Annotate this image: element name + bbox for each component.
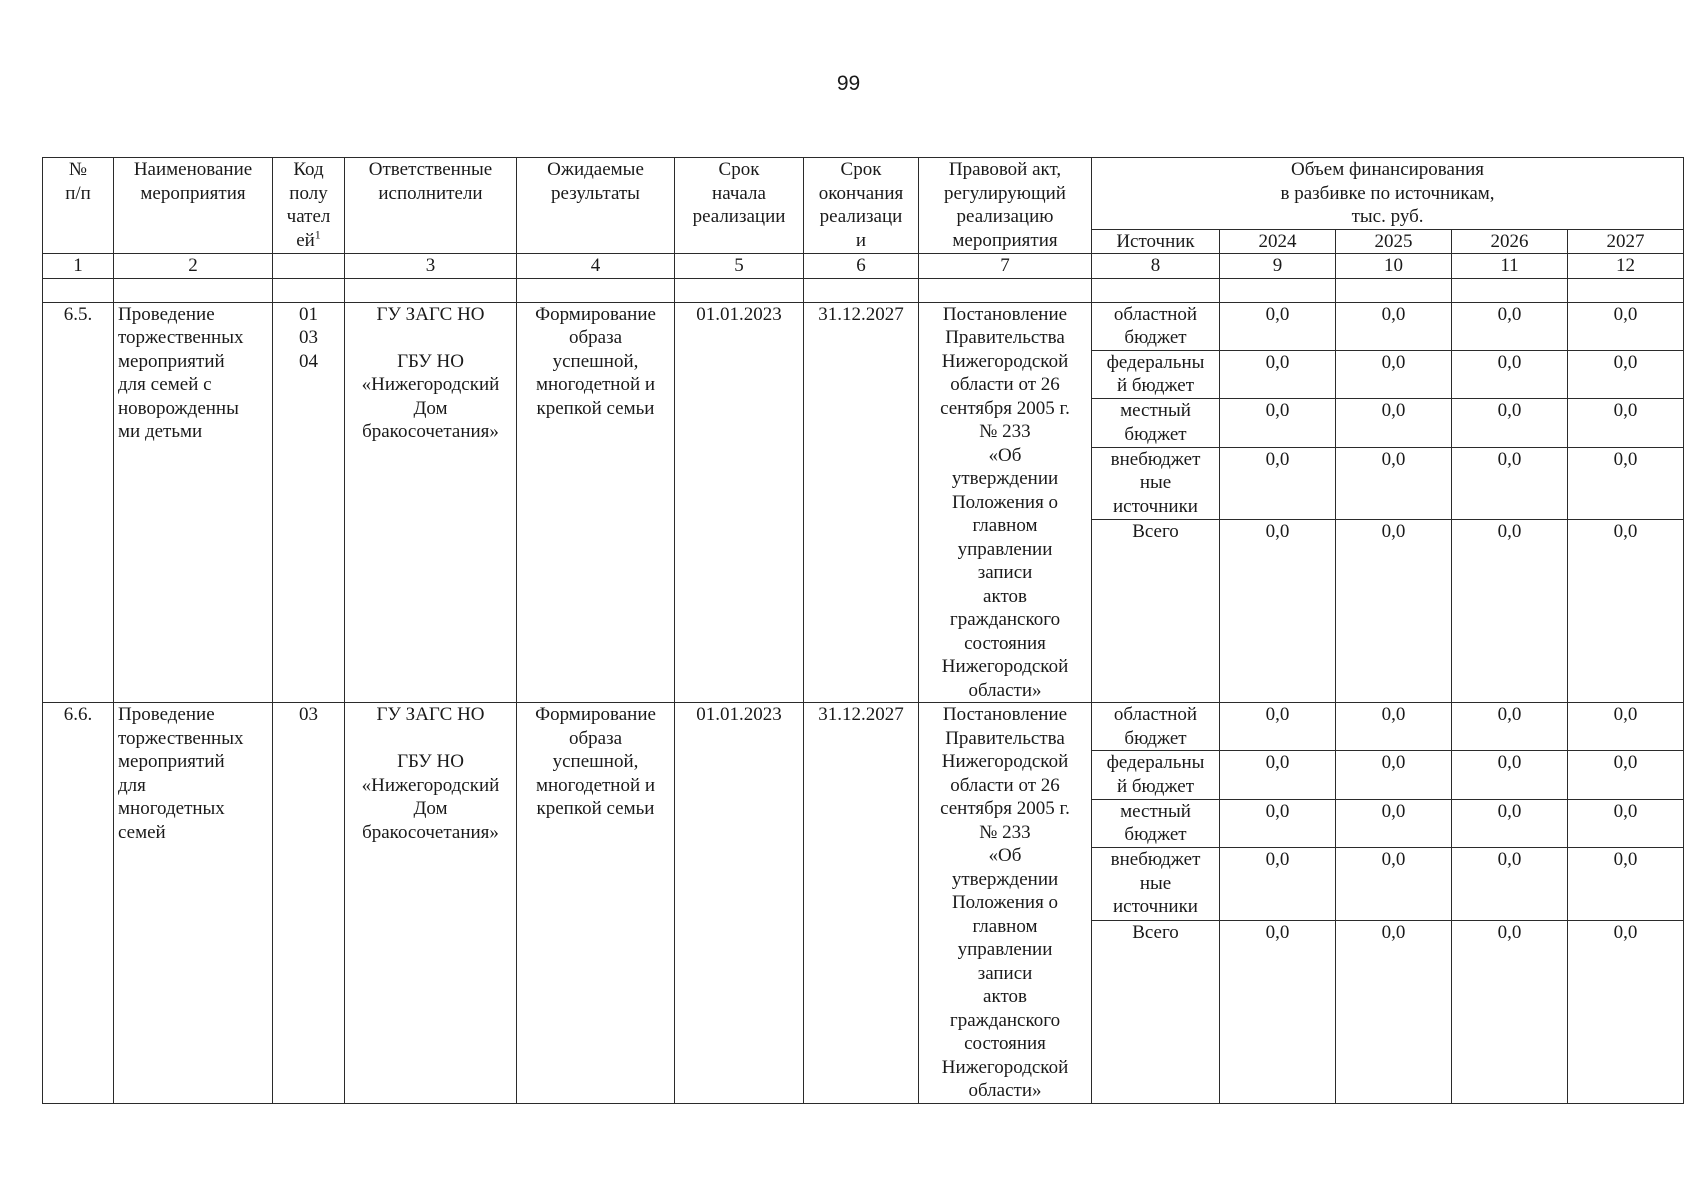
activity-row	[43, 703, 1684, 751]
header-source: Источник	[1092, 229, 1220, 254]
header-row-main	[43, 158, 1684, 230]
funding-value: 0,0	[1568, 520, 1684, 703]
header-year: 2024	[1220, 229, 1336, 254]
column-number: 1	[43, 254, 114, 279]
start-date: 01.01.2023	[675, 703, 804, 1104]
funding-value: 0,0	[1220, 751, 1336, 799]
funding-value: 0,0	[1568, 799, 1684, 847]
column-number: 4	[517, 254, 675, 279]
expected-results: Формирование образа успешной, многодетной и крепкой семьи	[517, 302, 675, 703]
column-number: 11	[1452, 254, 1568, 279]
funding-value: 0,0	[1568, 848, 1684, 920]
column-number: 10	[1336, 254, 1452, 279]
funding-value: 0,0	[1336, 751, 1452, 799]
activity-number: 6.6.	[43, 703, 114, 1104]
funding-value: 0,0	[1568, 302, 1684, 350]
funding-value: 0,0	[1220, 920, 1336, 1103]
column-number: 6	[804, 254, 919, 279]
funding-value: 0,0	[1452, 848, 1568, 920]
funding-value: 0,0	[1452, 520, 1568, 703]
funding-value: 0,0	[1220, 848, 1336, 920]
activity-row	[43, 302, 1684, 350]
funding-source: местный бюджет	[1092, 399, 1220, 447]
column-number: 5	[675, 254, 804, 279]
funding-value: 0,0	[1220, 799, 1336, 847]
responsible-executors: ГУ ЗАГС НО ГБУ НО «Нижегородский Дом бракосочетания»	[345, 302, 517, 703]
funding-value: 0,0	[1452, 399, 1568, 447]
legal-act: Постановление Правительства Нижегородской области от 26 сентября 2005 г. № 233 «Об утверждении Положения о главном управлении записи актов гражданского состояния Нижегородской области»	[919, 703, 1092, 1104]
column-number: 12	[1568, 254, 1684, 279]
funding-value: 0,0	[1568, 447, 1684, 519]
funding-source: Всего	[1092, 520, 1220, 703]
header-code-footnote: 1	[314, 227, 321, 242]
funding-value: 0,0	[1336, 703, 1452, 751]
funding-value: 0,0	[1452, 447, 1568, 519]
funding-value: 0,0	[1336, 447, 1452, 519]
funding-source: федеральны й бюджет	[1092, 751, 1220, 799]
responsible-executors: ГУ ЗАГС НО ГБУ НО «Нижегородский Дом бракосочетания»	[345, 703, 517, 1104]
funding-value: 0,0	[1336, 399, 1452, 447]
funding-source: местный бюджет	[1092, 799, 1220, 847]
funding-value: 0,0	[1452, 751, 1568, 799]
funding-source: Всего	[1092, 920, 1220, 1103]
header-name: Наименование мероприятия	[114, 158, 273, 254]
funding-value: 0,0	[1452, 350, 1568, 398]
activities-table	[42, 157, 1684, 1104]
spacer-row	[43, 278, 1684, 302]
column-numbers-row	[43, 254, 1684, 279]
funding-value: 0,0	[1336, 350, 1452, 398]
header-start: Срок начала реализации	[675, 158, 804, 254]
header-year: 2025	[1336, 229, 1452, 254]
funding-value: 0,0	[1452, 302, 1568, 350]
funding-value: 0,0	[1220, 399, 1336, 447]
funding-value: 0,0	[1568, 399, 1684, 447]
header-executors: Ответственные исполнители	[345, 158, 517, 254]
column-number	[273, 254, 345, 279]
activity-name: Проведение торжественных мероприятий для многодетных семей	[114, 703, 273, 1104]
header-num: № п/п	[43, 158, 114, 254]
end-date: 31.12.2027	[804, 302, 919, 703]
activity-name: Проведение торжественных мероприятий для семей с новорожденны ми детьми	[114, 302, 273, 703]
recipient-code: 01 03 04	[273, 302, 345, 703]
funding-value: 0,0	[1452, 920, 1568, 1103]
header-year: 2026	[1452, 229, 1568, 254]
funding-value: 0,0	[1568, 703, 1684, 751]
header-results: Ожидаемые результаты	[517, 158, 675, 254]
funding-value: 0,0	[1568, 920, 1684, 1103]
funding-value: 0,0	[1336, 799, 1452, 847]
column-number: 7	[919, 254, 1092, 279]
funding-source: федеральны й бюджет	[1092, 350, 1220, 398]
funding-value: 0,0	[1568, 751, 1684, 799]
page-number: 99	[836, 72, 861, 95]
column-number: 8	[1092, 254, 1220, 279]
funding-value: 0,0	[1452, 799, 1568, 847]
column-number: 3	[345, 254, 517, 279]
end-date: 31.12.2027	[804, 703, 919, 1104]
expected-results: Формирование образа успешной, многодетной и крепкой семьи	[517, 703, 675, 1104]
funding-source: внебюджет ные источники	[1092, 447, 1220, 519]
header-year: 2027	[1568, 229, 1684, 254]
funding-value: 0,0	[1336, 920, 1452, 1103]
header-legal-act: Правовой акт, регулирующий реализацию мероприятия	[919, 158, 1092, 254]
funding-value: 0,0	[1220, 703, 1336, 751]
column-number: 2	[114, 254, 273, 279]
funding-value: 0,0	[1220, 520, 1336, 703]
funding-source: внебюджет ные источники	[1092, 848, 1220, 920]
funding-value: 0,0	[1220, 350, 1336, 398]
header-code	[273, 158, 345, 254]
column-number: 9	[1220, 254, 1336, 279]
header-funding: Объем финансирования в разбивке по источникам, тыс. руб.	[1092, 158, 1684, 230]
header-code-text: Код полу чател ей	[286, 159, 331, 251]
funding-source: областной бюджет	[1092, 302, 1220, 350]
funding-source: областной бюджет	[1092, 703, 1220, 751]
funding-value: 0,0	[1336, 520, 1452, 703]
legal-act: Постановление Правительства Нижегородской области от 26 сентября 2005 г. № 233 «Об утверждении Положения о главном управлении записи актов гражданского состояния Нижегородской области»	[919, 302, 1092, 703]
activity-number: 6.5.	[43, 302, 114, 703]
header-end: Срок окончания реализаци и	[804, 158, 919, 254]
funding-value: 0,0	[1452, 703, 1568, 751]
recipient-code: 03	[273, 703, 345, 1104]
funding-value: 0,0	[1220, 302, 1336, 350]
start-date: 01.01.2023	[675, 302, 804, 703]
funding-value: 0,0	[1336, 848, 1452, 920]
funding-value: 0,0	[1220, 447, 1336, 519]
funding-value: 0,0	[1336, 302, 1452, 350]
funding-value: 0,0	[1568, 350, 1684, 398]
